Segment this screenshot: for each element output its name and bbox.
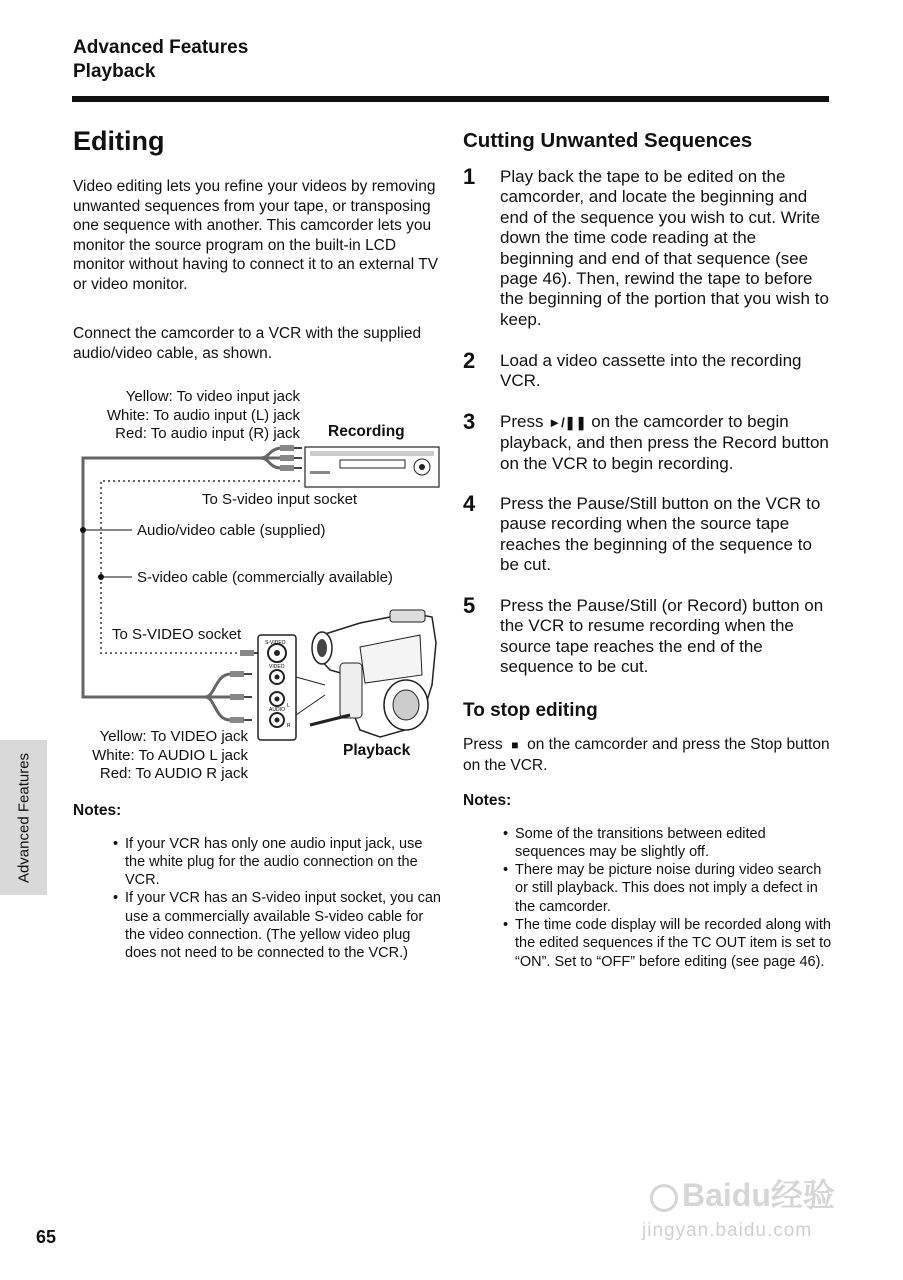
left-notes xyxy=(73,802,441,977)
editing-title: Editing xyxy=(73,126,165,156)
header-rule xyxy=(72,96,829,102)
playback-label: Playback xyxy=(343,742,411,759)
svideo-socket-label: To S-VIDEO socket xyxy=(112,626,242,643)
right-note-item: • Some of the transitions between edited sequences may be slightly off. xyxy=(503,825,833,862)
cutting-title: Cutting Unwanted Sequences xyxy=(463,129,753,152)
step-number: 5 xyxy=(463,593,476,618)
play-pause-icon: ►/❚❚ xyxy=(548,415,587,430)
step-text: Press the Pause/Still button on the VCR to pause recording when the source tape reaches the beginning of the sequence to be cut. xyxy=(500,494,821,575)
vcr-icon xyxy=(305,447,439,487)
right-notes-title: Notes: xyxy=(463,792,512,809)
left-note-item: • If your VCR has only one audio input jack, use the white plug for the audio connection on the VCR. xyxy=(113,835,441,890)
av-cable-label: Audio/video cable (supplied) xyxy=(137,522,326,539)
step-3-text-before: Press xyxy=(500,412,544,431)
recording-label: Recording xyxy=(328,423,405,440)
watermark-logo-text: Baidu经验 xyxy=(682,1177,835,1213)
jack-label-video: VIDEO xyxy=(269,664,285,670)
connection-diagram xyxy=(60,385,445,785)
top-label-yellow: Yellow: To video input jack xyxy=(125,388,300,405)
step-text: Load a video cassette into the recording VCR. xyxy=(500,351,802,391)
right-note-item: • The time code display will be recorded along with the edited sequences if the TC OUT item is set to “ON”. Set to “OFF” before editing (see page 46). xyxy=(503,916,833,971)
page-number: 65 xyxy=(36,1227,57,1247)
watermark-logo xyxy=(650,1170,835,1216)
bottom-label-yellow: Yellow: To VIDEO jack xyxy=(99,728,248,745)
step-number: 4 xyxy=(463,491,476,516)
svideo-cable-label: S-video cable (commercially available) xyxy=(137,569,393,586)
jack-label-svideo: S-VIDEO xyxy=(265,640,286,646)
stop-text-before: Press xyxy=(463,736,503,753)
step-3-text-after: on the camcorder to begin playback, and then press the Record button on the VCR to begin recording. xyxy=(500,412,829,473)
watermark-url: jingyan.baidu.com xyxy=(642,1220,813,1241)
paw-icon xyxy=(650,1184,678,1212)
step-number: 2 xyxy=(463,348,476,373)
left-note-item: • If your VCR has an S-video input socket, you can use a commercially available S-video cable for the video connection. (The yellow video plug does not need to be connected to the VCR.) xyxy=(113,889,441,962)
top-label-white: White: To audio input (L) jack xyxy=(106,406,300,424)
step-text xyxy=(500,412,830,474)
stop-editing-text xyxy=(463,735,831,775)
svideo-input-label: To S-video input socket xyxy=(202,491,358,508)
bottom-jack-labels xyxy=(92,728,248,784)
editing-connect: Connect the camcorder to a VCR with the supplied audio/video cable, as shown. xyxy=(73,325,422,362)
bottom-label-red: Red: To AUDIO R jack xyxy=(99,765,248,782)
side-tab xyxy=(0,740,47,895)
step-number: 1 xyxy=(463,164,476,189)
right-notes xyxy=(463,792,833,985)
camcorder-icon xyxy=(310,610,436,737)
jack-label-audio: AUDIO xyxy=(269,707,285,713)
top-jack-labels xyxy=(107,388,300,444)
left-notes-title: Notes: xyxy=(73,802,122,819)
top-label-red: Red: To audio input (R) jack xyxy=(115,425,300,442)
jack-label-l: L xyxy=(287,703,290,709)
editing-intro: Video editing lets you refine your videos by removing unwanted sequences from your tape, or transposing one sequence with another. This camcorder lets you monitor the source program on the built-in LCD monitor without having to connect it to an external TV or video monitor. xyxy=(73,178,439,293)
jack-label-r: R xyxy=(287,723,291,729)
bottom-label-white: White: To AUDIO L jack xyxy=(92,746,248,764)
stop-icon: ■ xyxy=(511,738,519,752)
right-note-item: • There may be picture noise during video search or still playback. This does not imply a defect in the camcorder. xyxy=(503,861,833,916)
step-text: Press the Pause/Still (or Record) button on the VCR to resume recording when the source tape reaches the end of the sequence to be cut. xyxy=(500,596,824,677)
step-text: Play back the tape to be edited on the camcorder, and locate the beginning and end of the sequence you wish to cut. Write down the time code reading at the beginning and end of that sequence (see page 46). Then, rewind the tape to before the beginning of the portion that you wish to keep. xyxy=(500,167,829,329)
section-header xyxy=(73,36,248,84)
subsection-title: Playback xyxy=(73,61,156,82)
stop-text-after: on the camcorder and press the Stop button on the VCR. xyxy=(463,736,830,774)
side-tab-label: Advanced Features xyxy=(15,752,32,883)
stop-editing-title: To stop editing xyxy=(463,700,598,721)
step-number: 3 xyxy=(463,409,476,434)
section-title: Advanced Features xyxy=(73,37,249,58)
